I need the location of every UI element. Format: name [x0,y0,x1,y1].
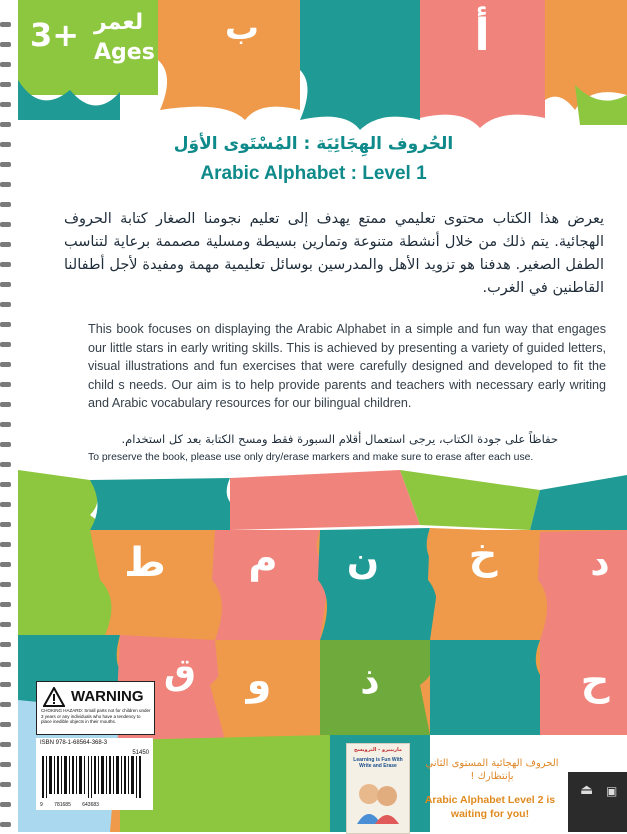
bottom-letter-3: ن [346,538,380,582]
warning-title: WARNING [71,688,144,705]
network-icon[interactable]: ▣ [606,784,618,798]
price-code: 51450 [132,750,149,756]
bottom-letter-4: خ [468,532,498,578]
isbn-text: ISBN 978-1-68564-368-3 [40,740,108,746]
barcode-digits: 9 781685 643683 [40,802,99,808]
next-level-english: Arabic Alphabet Level 2 is waiting for you! [424,794,556,820]
bottom-letter-7: و [246,658,272,704]
description-english: This book focuses on displaying the Arabic Alphabet in a simple and fun way that engages our little stars in early writing skills. This is achieved by presenting a variety of guided letters, visual illustrations and fun exercises that were carefully designed and developed to fit the child s needs. Our aim is to help provide parents and teachers with necessary early writing and Arabic vocabulary resources for our bilingual children. [88,322,606,410]
warning-text: CHOKING HAZARD: Small parts not for children under 3 years or any individuals who have a tendency to place inedible objects in their mouths. [41,708,151,724]
top-letter-1: ب [224,8,260,48]
title-english: Arabic Alphabet : Level 1 [200,163,427,184]
barcode-bars [42,756,147,798]
choking-warning [36,681,155,735]
top-letter-2: أ [474,10,490,61]
care-note-english: To preserve the book, please use only dry/erase markers and make sure to erase after each use. [88,452,534,463]
barcode-box [36,738,153,810]
title-arabic: الحُروف الهِجَائِيَة : المُسْتَوى الأوَل [173,134,454,154]
age-label-arabic: لعمر [94,10,144,35]
care-note-arabic: حفاظاً على جودة الكتاب، يرجى استعمال أقلام السبورة فقط ومسح الكتابة بعد كل استخدام. [121,432,558,446]
bottom-letter-9: ح [580,658,610,704]
level2-book-cover [346,743,410,834]
usb-drive-icon[interactable]: ⏏ [580,782,594,798]
bottom-letter-5: د [590,540,610,584]
description-arabic: يعرض هذا الكتاب محتوى تعليمي ممتع يهدف إلى تعليم نجومنا الصغار كتابة الحروف الهجائية. يتم ذلك من خلال أنشطة متنوعة وتمارين بسيطة ومسلية مصممة برعاية لتناسب الطفل الصغير. هدفنا هو تزويد الأهل والمدرسين بوسائل تعليمية مهمة ومفيدة لأجل أطفالنا القاطنين في الغرب. [64,211,604,296]
bottom-letter-1: ط [124,540,166,586]
age-number: 3+ [30,16,80,54]
children-photo-icon [353,778,403,824]
warning-triangle-icon [43,687,65,707]
book-cover-title-english: Learning is Fun With Write and Erase [353,757,403,769]
system-tray-overlay [568,772,627,832]
puzzle-piece-orange-right [545,0,627,110]
book-cover-title-arabic: ماريبيرو - الترويسح [353,747,402,753]
bottom-letter-2: م [248,536,278,582]
bottom-letter-8: ذ [360,658,380,702]
next-level-arabic: الحروف الهجائية المستوى الثاني بإنتظارك ! [425,758,559,782]
puzzle-piece-teal [300,0,430,130]
bottom-letter-6: ق [163,652,197,693]
age-label-english: Ages [94,40,155,65]
